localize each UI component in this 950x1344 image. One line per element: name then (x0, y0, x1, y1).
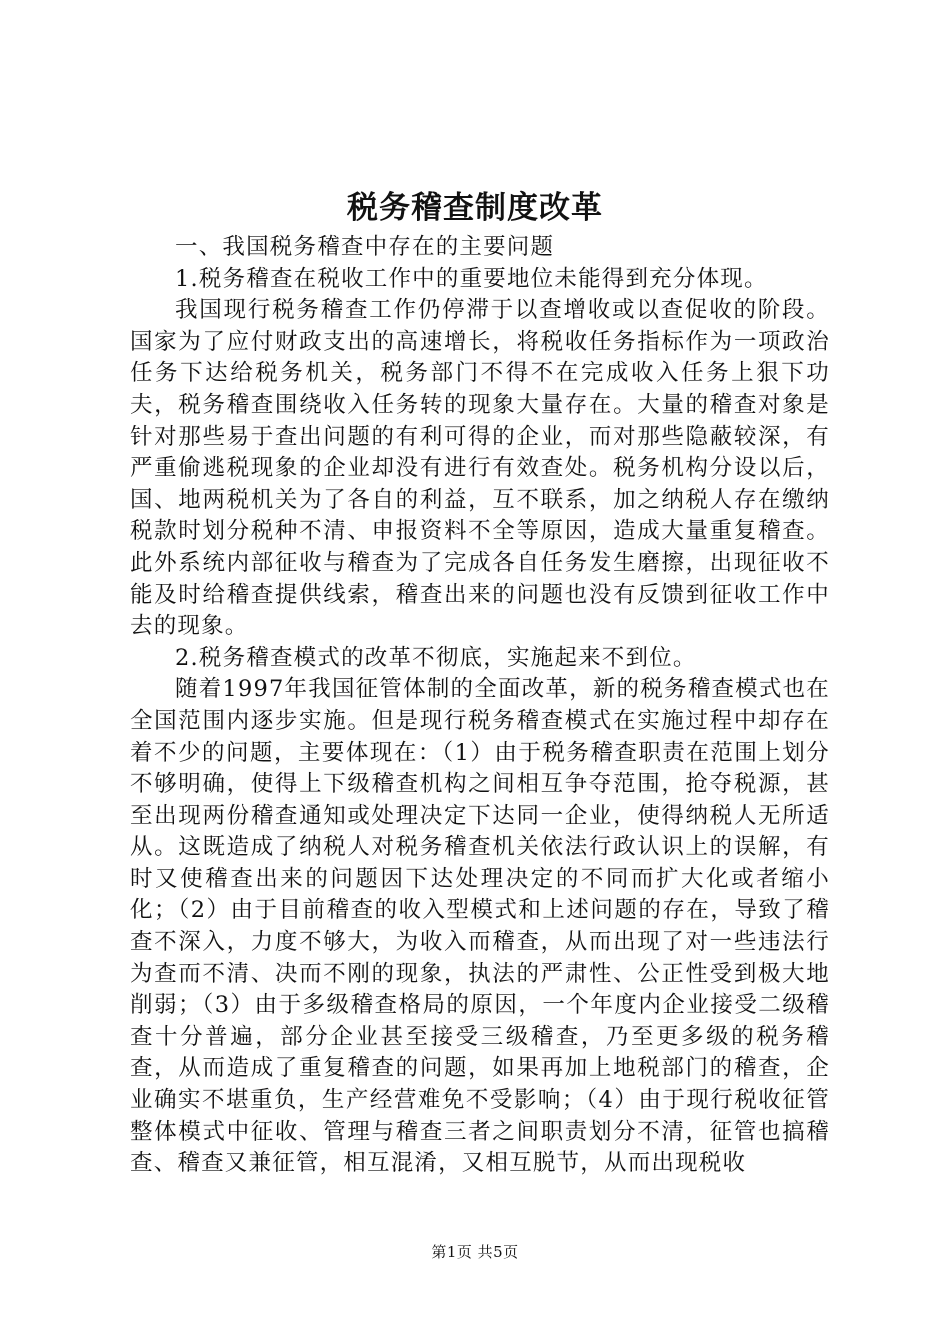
document-title: 税务稽查制度改革 (347, 190, 603, 226)
section-heading: 一、我国税务稽查中存在的主要问题 (175, 234, 555, 260)
document-body (130, 232, 830, 1180)
subsection-heading: 1.税务稽查在税收工作中的重要地位未能得到充分体现。 (175, 265, 768, 292)
body-paragraph: 随着1997年我国征管体制的全面改革，新的税务稽查模式也在全国范围内逐步实施。但是现行税务稽查模式在实施过程中却存在着不少的问题，主要体现在：（1）由于税务稽查职责在范围上划分不够明确，使得上下级稽查机构之间相互争夺范围，抢夺税源，甚至出现两份稽查通知或处理决定下达同一企业，使得纳税人无所适从。这既造成了纳税人对税务稽查机关依法行政认识上的误解，有时又使稽查出来的问题因下达处理决定的不同而扩大化或者缩小化；（2）由于目前稽查的收入型模式和上述问题的存在，导致了稽查不深入，力度不够大，为收入而稽查，从而出现了对一些违法行为查而不清、决而不刚的现象，执法的严肃性、公正性受到极大地削弱；（3）由于多级稽查格局的原因，一个年度内企业接受二级稽查十分普遍，部分企业甚至接受三级稽查，乃至更多级的税务稽查，从而造成了重复稽查的问题，如果再加上地税部门的稽查，企业确实不堪重负，生产经营难免不受影响；（4）由于现行税收征管整体模式中征收、管理与稽查三者之间职责划分不清，征管也搞稽查、稽查又兼征管，相互混淆，又相互脱节，从而出现税收 (130, 676, 830, 1177)
subsection-heading: 2.税务稽查模式的改革不彻底，实施起来不到位。 (175, 644, 697, 671)
page-footer: 第1页 共5页 (431, 1243, 519, 1261)
body-paragraph: 我国现行税务稽查工作仍停滞于以查增收或以查促收的阶段。国家为了应付财政支出的高速增长，将税收任务指标作为一项政治任务下达给税务机关，税务部门不得不在完成收入任务上狠下功夫，税务稽查围绕收入任务转的现象大量存在。大量的稽查对象是针对那些易于查出问题的有利可得的企业，而对那些隐蔽较深，有严重偷逃税现象的企业却没有进行有效查处。税务机构分设以后，国、地两税机关为了各自的利益，互不联系，加之纳税人存在缴纳税款时划分税种不清、申报资料不全等原因，造成大量重复稽查。此外系统内部征收与稽查为了完成各自任务发生磨擦，出现征收不能及时给稽查提供线索，稽查出来的问题也没有反馈到征收工作中去的现象。 (130, 297, 830, 640)
